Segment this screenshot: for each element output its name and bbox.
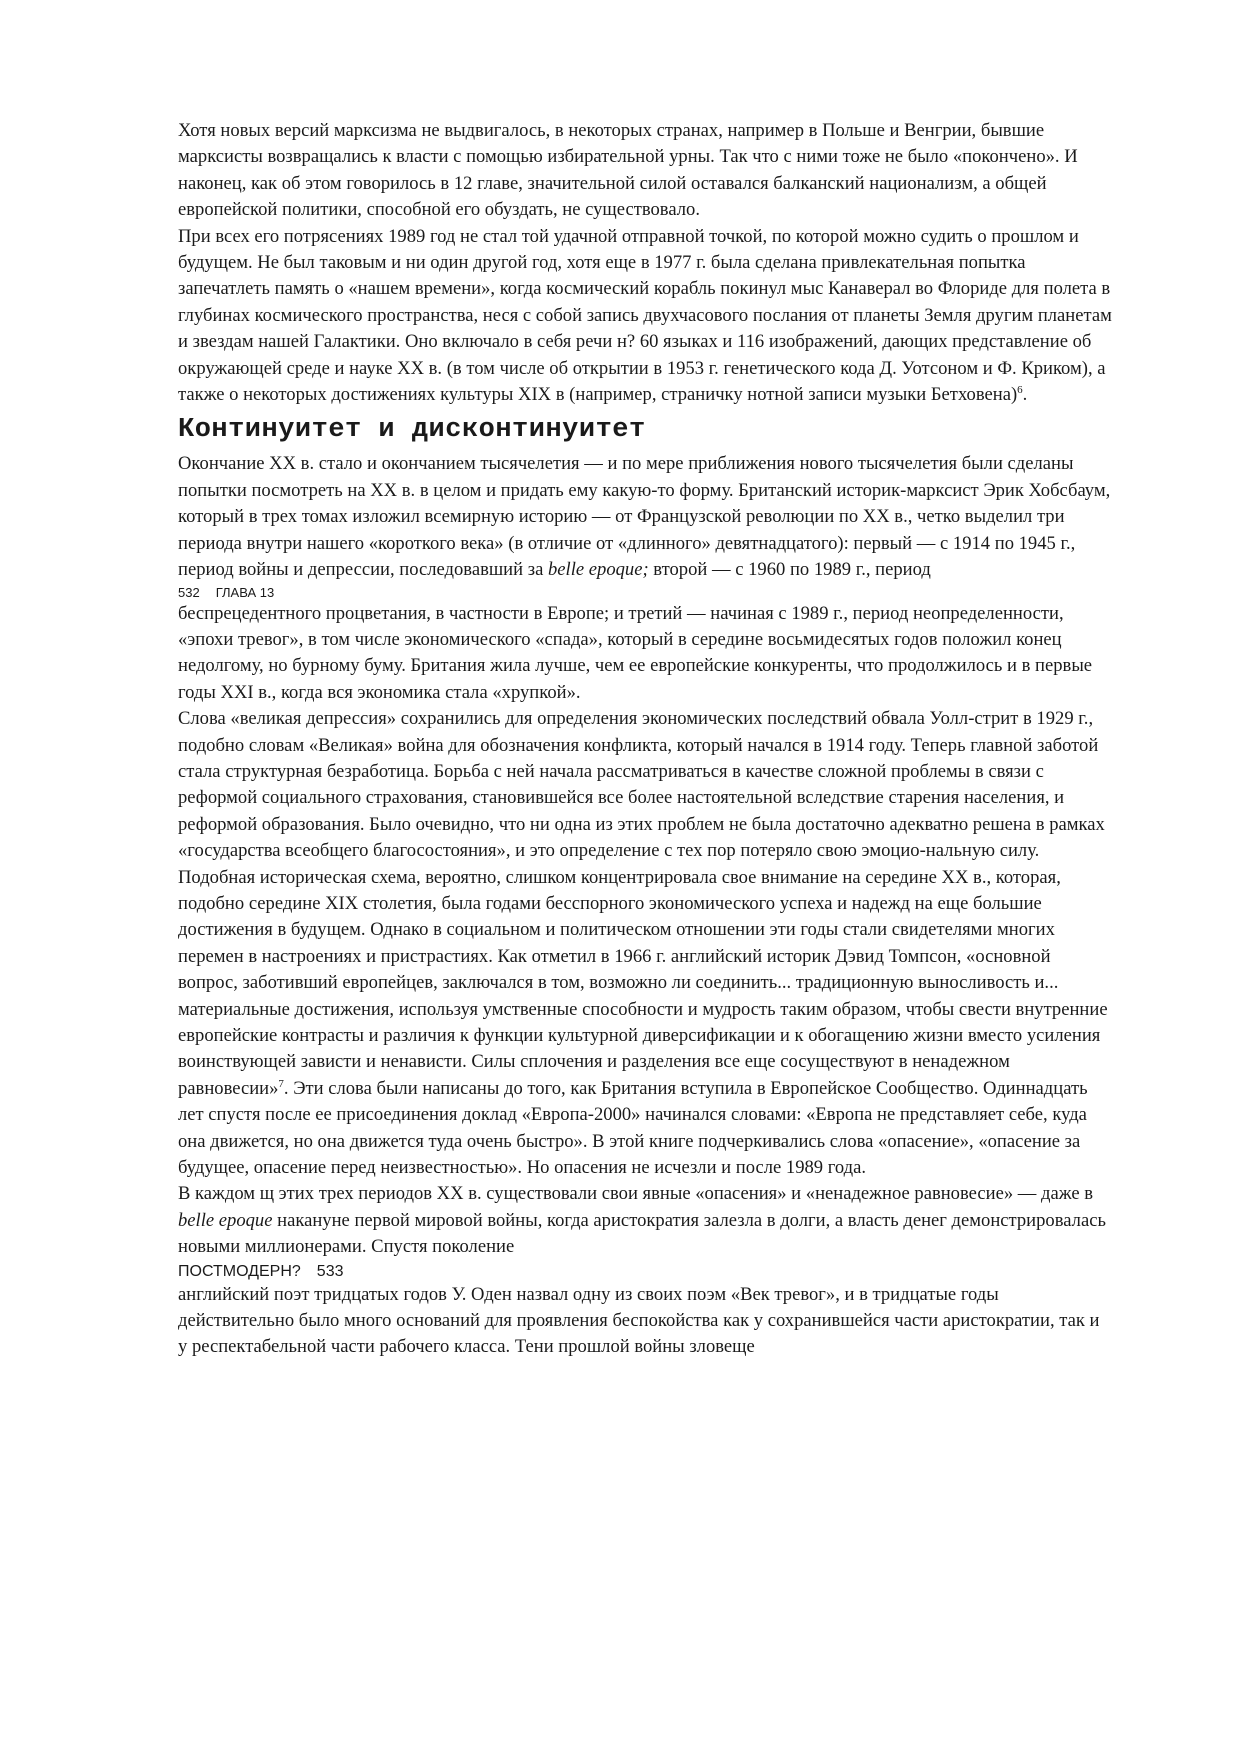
paragraph-hobsbawm-text-a: Окончание XX в. стало и окончанием тысячелетия — и по мере приближения нового тысячелетия были сделаны попытки посмотреть на XX в. в целом и придать ему какую-то форму. Британский историк-марксист Эрик Хобсбаум, который в трех томах изложил всемирную историю — от Французской революции по XX в., четко выделил три периода внутри нашего «короткого века» (в отличие от «длинного» девятнадцатого): первый — с 1914 по 1945 г., период войны и депрессии, последовавший за	[178, 453, 1111, 581]
paragraph-marxism: Хотя новых версий марксизма не выдвигалось, в некоторых странах, например в Польше и Венгрии, бывшие марксисты возвращались к власти с помощью избирательной урны. Так что с ними тоже не было «покончено». И наконец, как об этом говорилось в 12 главе, значительной силой оставался балканский национализм, а общей европейской политики, способной его обуздать, не существовало.	[178, 120, 1078, 221]
paragraph-thompson-text-a: Подобная историческая схема, вероятно, слишком концентрировала свое внимание на середине XX в., которая, подобно середине XIX столетия, была годами бесспорного экономического успеха и надежд на еще большие достижения в будущем. Однако в социальном и политическом отношении эти годы стали свидетелями многих перемен в настроениях и пристрастиях. Как отметил в 1966 г. английский историк Дэвид Томпсон, «основной вопрос, заботивший европейцев, заключался в том, возможно ли соединить... традиционную выносливость и... материальные достижения, используя умственные способности и мудрость таким образом, чтобы свести внутренние европейские контрасты и различия к функции культурной диверсификации и к обогащению жизни вместо усиления воинствующей зависти и ненависти. Силы сплочения и разделения все еще сосуществуют в ненадежном равновесии»	[178, 866, 1108, 1099]
paragraph-hobsbawm-continued: беспрецедентного процветания, в частности в Европе; и третий — начиная с 1989 г., период неопределенности, «эпохи тревог», в том числе экономического «спада», который в середине восьмидесятых годов положил конец недолгому, но бурному буму. Британия жила лучше, чем ее европейские конкуренты, что продолжилось и в первые годы XXI в., когда вся экономика стала «хрупкой».	[178, 602, 1093, 703]
paragraph-three-periods	[178, 1181, 1113, 1260]
belle-epoque-italic-2: belle epoque	[178, 1209, 273, 1231]
page-number-532: 532	[178, 584, 200, 600]
chapter-label: ГЛАВА 13	[215, 584, 275, 600]
paragraph-three-periods-text-b: накануне первой мировой войны, когда аристократия залезла в долги, а власть денег демонстрировалась новыми миллионерами. Спустя поколение	[178, 1209, 1106, 1258]
belle-epoque-italic: belle epoque;	[547, 559, 649, 581]
paragraph-thompson	[178, 865, 1113, 1182]
paragraph-great-depression: Слова «великая депрессия» сохранились для определения экономических последствий обвала Уолл-стрит в 1929 г., подобно словам «Великая» война для обозначения конфликта, который начался в 1914 году. Теперь главной заботой стала структурная безработица. Борьба с ней начала рассматриваться в качестве сложной проблемы в связи с реформой социального страхования, становившейся все более настоятельной вследствие старения населения, и реформой образования. Было очевидно, что ни одна из этих проблем не была достаточно адекватно решена в рамках «государства всеобщего благосостояния», и это определение с тех пор потеряло свою эмоцио-нальную силу.	[178, 708, 1105, 862]
running-head-533	[178, 1261, 1113, 1282]
text-body	[178, 118, 1113, 1361]
paragraph-hobsbawm-text-b: второй — с 1960 по 1989 г., период	[648, 559, 931, 581]
footnote-6: 6	[1017, 383, 1023, 396]
paragraph-three-periods-text-a: В каждом щ этих трех периодов XX в. существовали свои явные «опасения» и «ненадежное равновесие» — даже в	[178, 1183, 1094, 1205]
paragraph-1989-end: .	[1022, 384, 1028, 406]
paragraph-hobsbawm	[178, 451, 1113, 583]
running-head-532	[178, 584, 1113, 601]
paragraph-1989-text: При всех его потрясениях 1989 год не стал той удачной отправной точкой, по которой можно судить о прошлом и будущем. Не был таковым и ни один другой год, хотя еще в 1977 г. была сделана привлекательная попытка запечатлеть память о «нашем времени», когда космический корабль покинул мыс Канаверал во Флориде для полета в глубинах космического пространства, неся с собой запись двухчасового послания от планеты Земля другим планетам и звездам нашей Галактики. Оно включало в себя речи н? 60 языках и 116 изображений, дающих представление об окружающей среде и науке XX в. (в том числе об открытии в 1953 г. генетического кода Д. Уотсоном и Ф. Криком), а также о некоторых достижениях культуры XIX в (например, страничку нотной записи музыки Бетховена)	[178, 225, 1112, 406]
section-heading: Континуитет и дисконтинуитет	[178, 415, 646, 446]
paragraph-auden: английский поэт тридцатых годов У. Оден назвал одну из своих поэм «Век тревог», и в тридцатые годы действительно было много оснований для проявления беспокойства как у сохранившейся части аристократии, так и у респектабельной части рабочего класса. Тени прошлой войны зловеще	[178, 1283, 1100, 1358]
paragraph-thompson-text-b: . Эти слова были написаны до того, как Британия вступила в Европейское Сообщество. Одиннадцать лет спустя после ее присоединения доклад «Европа-2000» начинался словами: «Европа не представляет себе, куда она движется, но она движется туда очень быстро». В этой книге подчеркивались слова «опасение», «опасение за будущее, опасение перед неизвестностью». Но опасения не исчезли и после 1989 года.	[178, 1077, 1088, 1179]
paragraph-1989	[178, 224, 1113, 409]
page-number-533: 533	[316, 1262, 344, 1280]
chapter-title-label: ПОСТМОДЕРН?	[178, 1262, 301, 1280]
footnote-7: 7	[278, 1077, 284, 1090]
